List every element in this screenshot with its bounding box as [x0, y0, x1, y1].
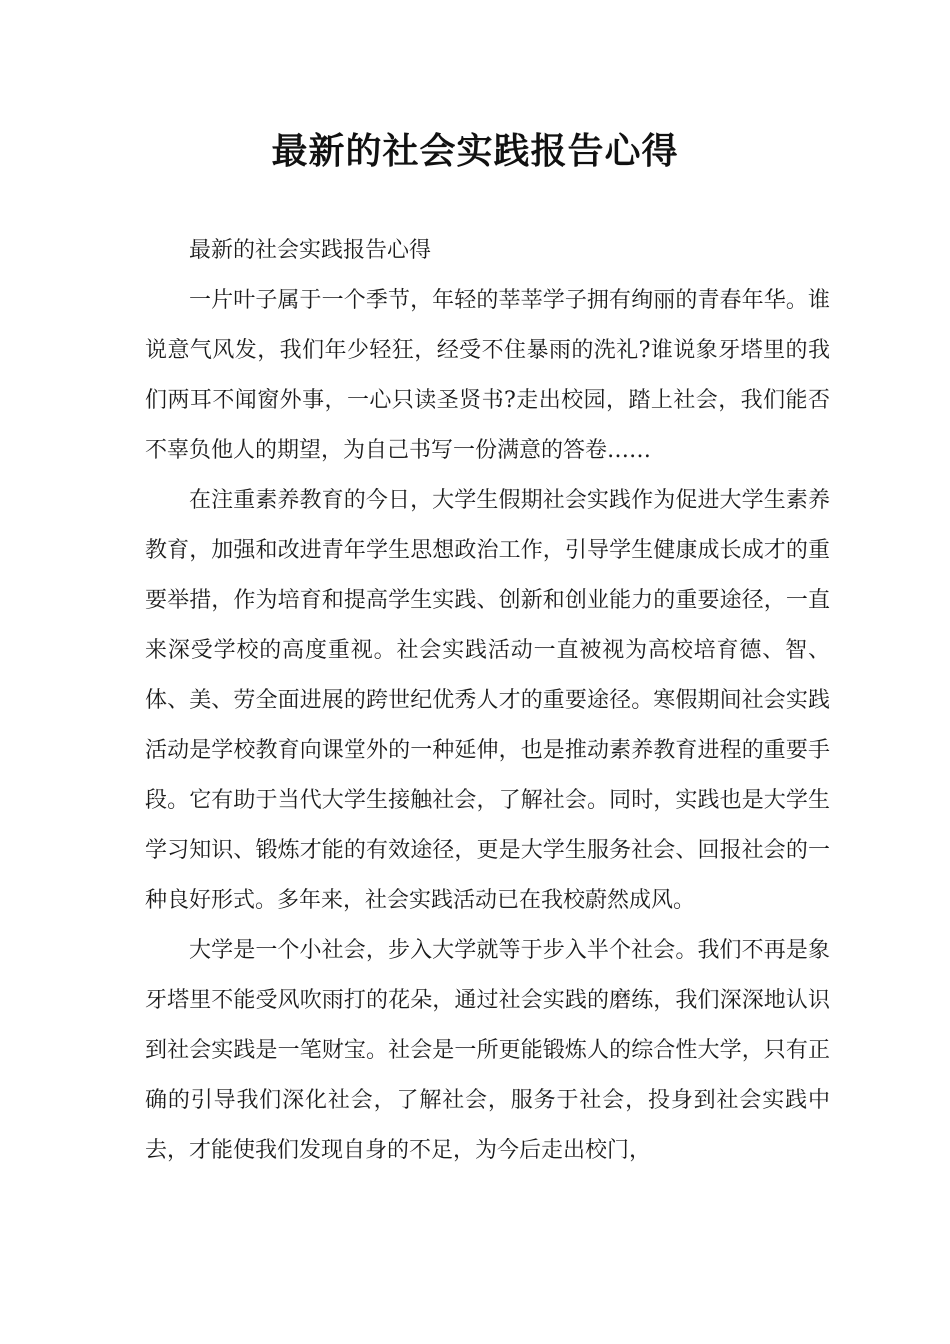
paragraph: 大学是一个小社会，步入大学就等于步入半个社会。我们不再是象牙塔里不能受风吹雨打的花朵，通过社会实践的磨练，我们深深地认识到社会实践是一笔财宝。社会是一所更能锻炼人的综合性大学，只有正确的引导我们深化社会，了解社会，服务于社会，投身到社会实践中去，才能使我们发现自身的不足，为今后走出校门，	[145, 938, 830, 1163]
document-body	[145, 226, 830, 1176]
paragraph: 在注重素养教育的今日，大学生假期社会实践作为促进大学生素养教育，加强和改进青年学生思想政治工作，引导学生健康成长成才的重要举措，作为培育和提高学生实践、创新和创业能力的重要途径，一直来深受学校的高度重视。社会实践活动一直被视为高校培育德、智、体、美、劳全面进展的跨世纪优秀人才的重要途径。寒假期间社会实践活动是学校教育向课堂外的一种延伸，也是推动素养教育进程的重要手段。它有助于当代大学生接触社会，了解社会。同时，实践也是大学生学习知识、锻炼才能的有效途径，更是大学生服务社会、回报社会的一种良好形式。多年来，社会实践活动已在我校蔚然成风。	[145, 488, 830, 913]
paragraph: 一片叶子属于一个季节，年轻的莘莘学子拥有绚丽的青春年华。谁说意气风发，我们年少轻狂，经受不住暴雨的洗礼?谁说象牙塔里的我们两耳不闻窗外事，一心只读圣贤书?走出校园，踏上社会，我们能否不辜负他人的期望，为自己书写一份满意的答卷……	[145, 288, 830, 463]
document-title: 最新的社会实践报告心得	[271, 131, 679, 172]
paragraph-subtitle: 最新的社会实践报告心得	[189, 238, 432, 263]
